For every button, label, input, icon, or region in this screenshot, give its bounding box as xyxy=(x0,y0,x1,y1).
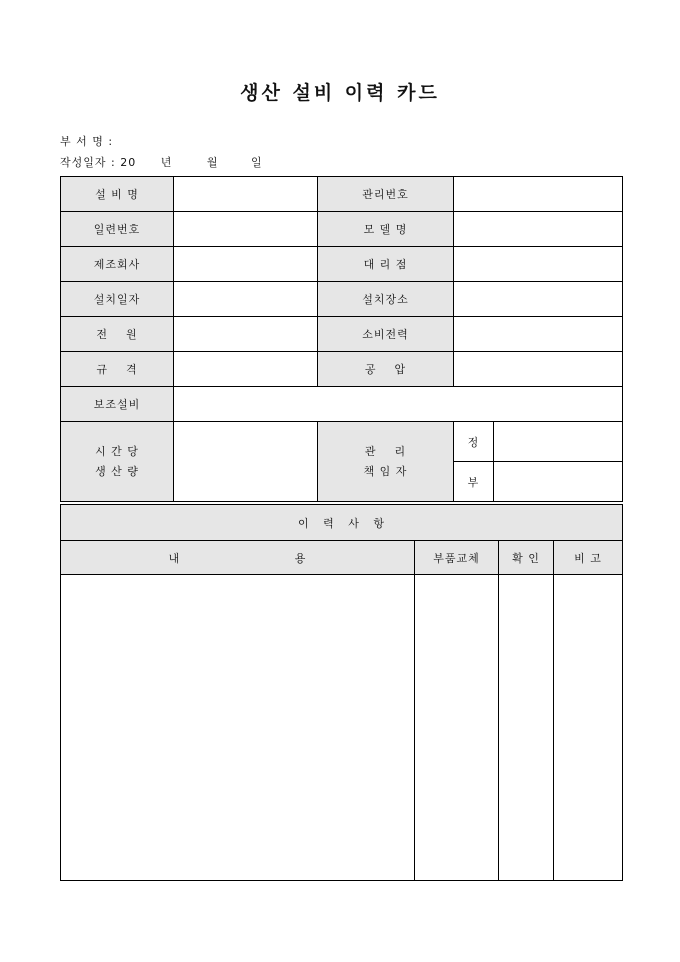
year-label: 년 xyxy=(160,156,173,169)
install-date-field[interactable] xyxy=(174,282,318,317)
equipment-name-label: 설 비 명 xyxy=(61,177,174,212)
content-header-part-1: 내 xyxy=(168,551,181,565)
agency-field[interactable] xyxy=(454,247,623,282)
hourly-output-line-2: 생 산 량 xyxy=(95,464,139,478)
install-date-label: 설치일자 xyxy=(61,282,174,317)
manufacturer-label: 제조회사 xyxy=(61,247,174,282)
confirm-body-cell[interactable] xyxy=(499,575,554,881)
power-label: 전 원 xyxy=(61,317,174,352)
power-field[interactable] xyxy=(174,317,318,352)
equipment-info-table xyxy=(60,176,623,502)
primary-manager-label: 정 xyxy=(454,422,494,462)
remarks-body-cell[interactable] xyxy=(554,575,623,881)
manager-label xyxy=(318,422,454,502)
model-name-field[interactable] xyxy=(454,212,623,247)
day-label: 일 xyxy=(250,156,263,169)
hourly-output-label xyxy=(61,422,174,502)
manager-line-1: 관 리 xyxy=(364,444,407,458)
secondary-manager-field[interactable] xyxy=(494,462,623,502)
confirm-column-header: 확 인 xyxy=(499,541,554,575)
parts-body-cell[interactable] xyxy=(415,575,499,881)
secondary-manager-label: 부 xyxy=(454,462,494,502)
power-consumption-label: 소비전력 xyxy=(318,317,454,352)
manager-line-2: 책 임 자 xyxy=(363,464,408,478)
month-label: 월 xyxy=(206,156,219,169)
aux-equipment-field[interactable] xyxy=(174,387,623,422)
history-header: 이 력 사 항 xyxy=(61,505,623,541)
install-place-field[interactable] xyxy=(454,282,623,317)
content-column-header xyxy=(61,541,415,575)
manufacturer-field[interactable] xyxy=(174,247,318,282)
department-label: 부 서 명 : xyxy=(60,135,114,148)
aux-equipment-label: 보조설비 xyxy=(61,387,174,422)
content-header-part-2: 용 xyxy=(294,551,307,565)
power-consumption-field[interactable] xyxy=(454,317,623,352)
page-title: 생산 설비 이력 카드 xyxy=(240,82,440,104)
air-pressure-field[interactable] xyxy=(454,352,623,387)
air-pressure-label: 공 압 xyxy=(318,352,454,387)
serial-no-label: 일련번호 xyxy=(61,212,174,247)
date-line xyxy=(60,154,263,170)
management-no-label: 관리번호 xyxy=(318,177,454,212)
parts-column-header: 부품교체 xyxy=(415,541,499,575)
model-name-label: 모 델 명 xyxy=(318,212,454,247)
hourly-output-field[interactable] xyxy=(174,422,318,502)
content-body-cell[interactable] xyxy=(61,575,415,881)
hourly-output-line-1: 시 간 당 xyxy=(95,444,139,458)
date-label: 작성일자 : 20 xyxy=(60,156,137,169)
equipment-name-field[interactable] xyxy=(174,177,318,212)
remarks-column-header: 비 고 xyxy=(554,541,623,575)
spec-label: 규 격 xyxy=(61,352,174,387)
management-no-field[interactable] xyxy=(454,177,623,212)
agency-label: 대 리 점 xyxy=(318,247,454,282)
serial-no-field[interactable] xyxy=(174,212,318,247)
history-table xyxy=(60,504,623,881)
spec-field[interactable] xyxy=(174,352,318,387)
install-place-label: 설치장소 xyxy=(318,282,454,317)
primary-manager-field[interactable] xyxy=(494,422,623,462)
